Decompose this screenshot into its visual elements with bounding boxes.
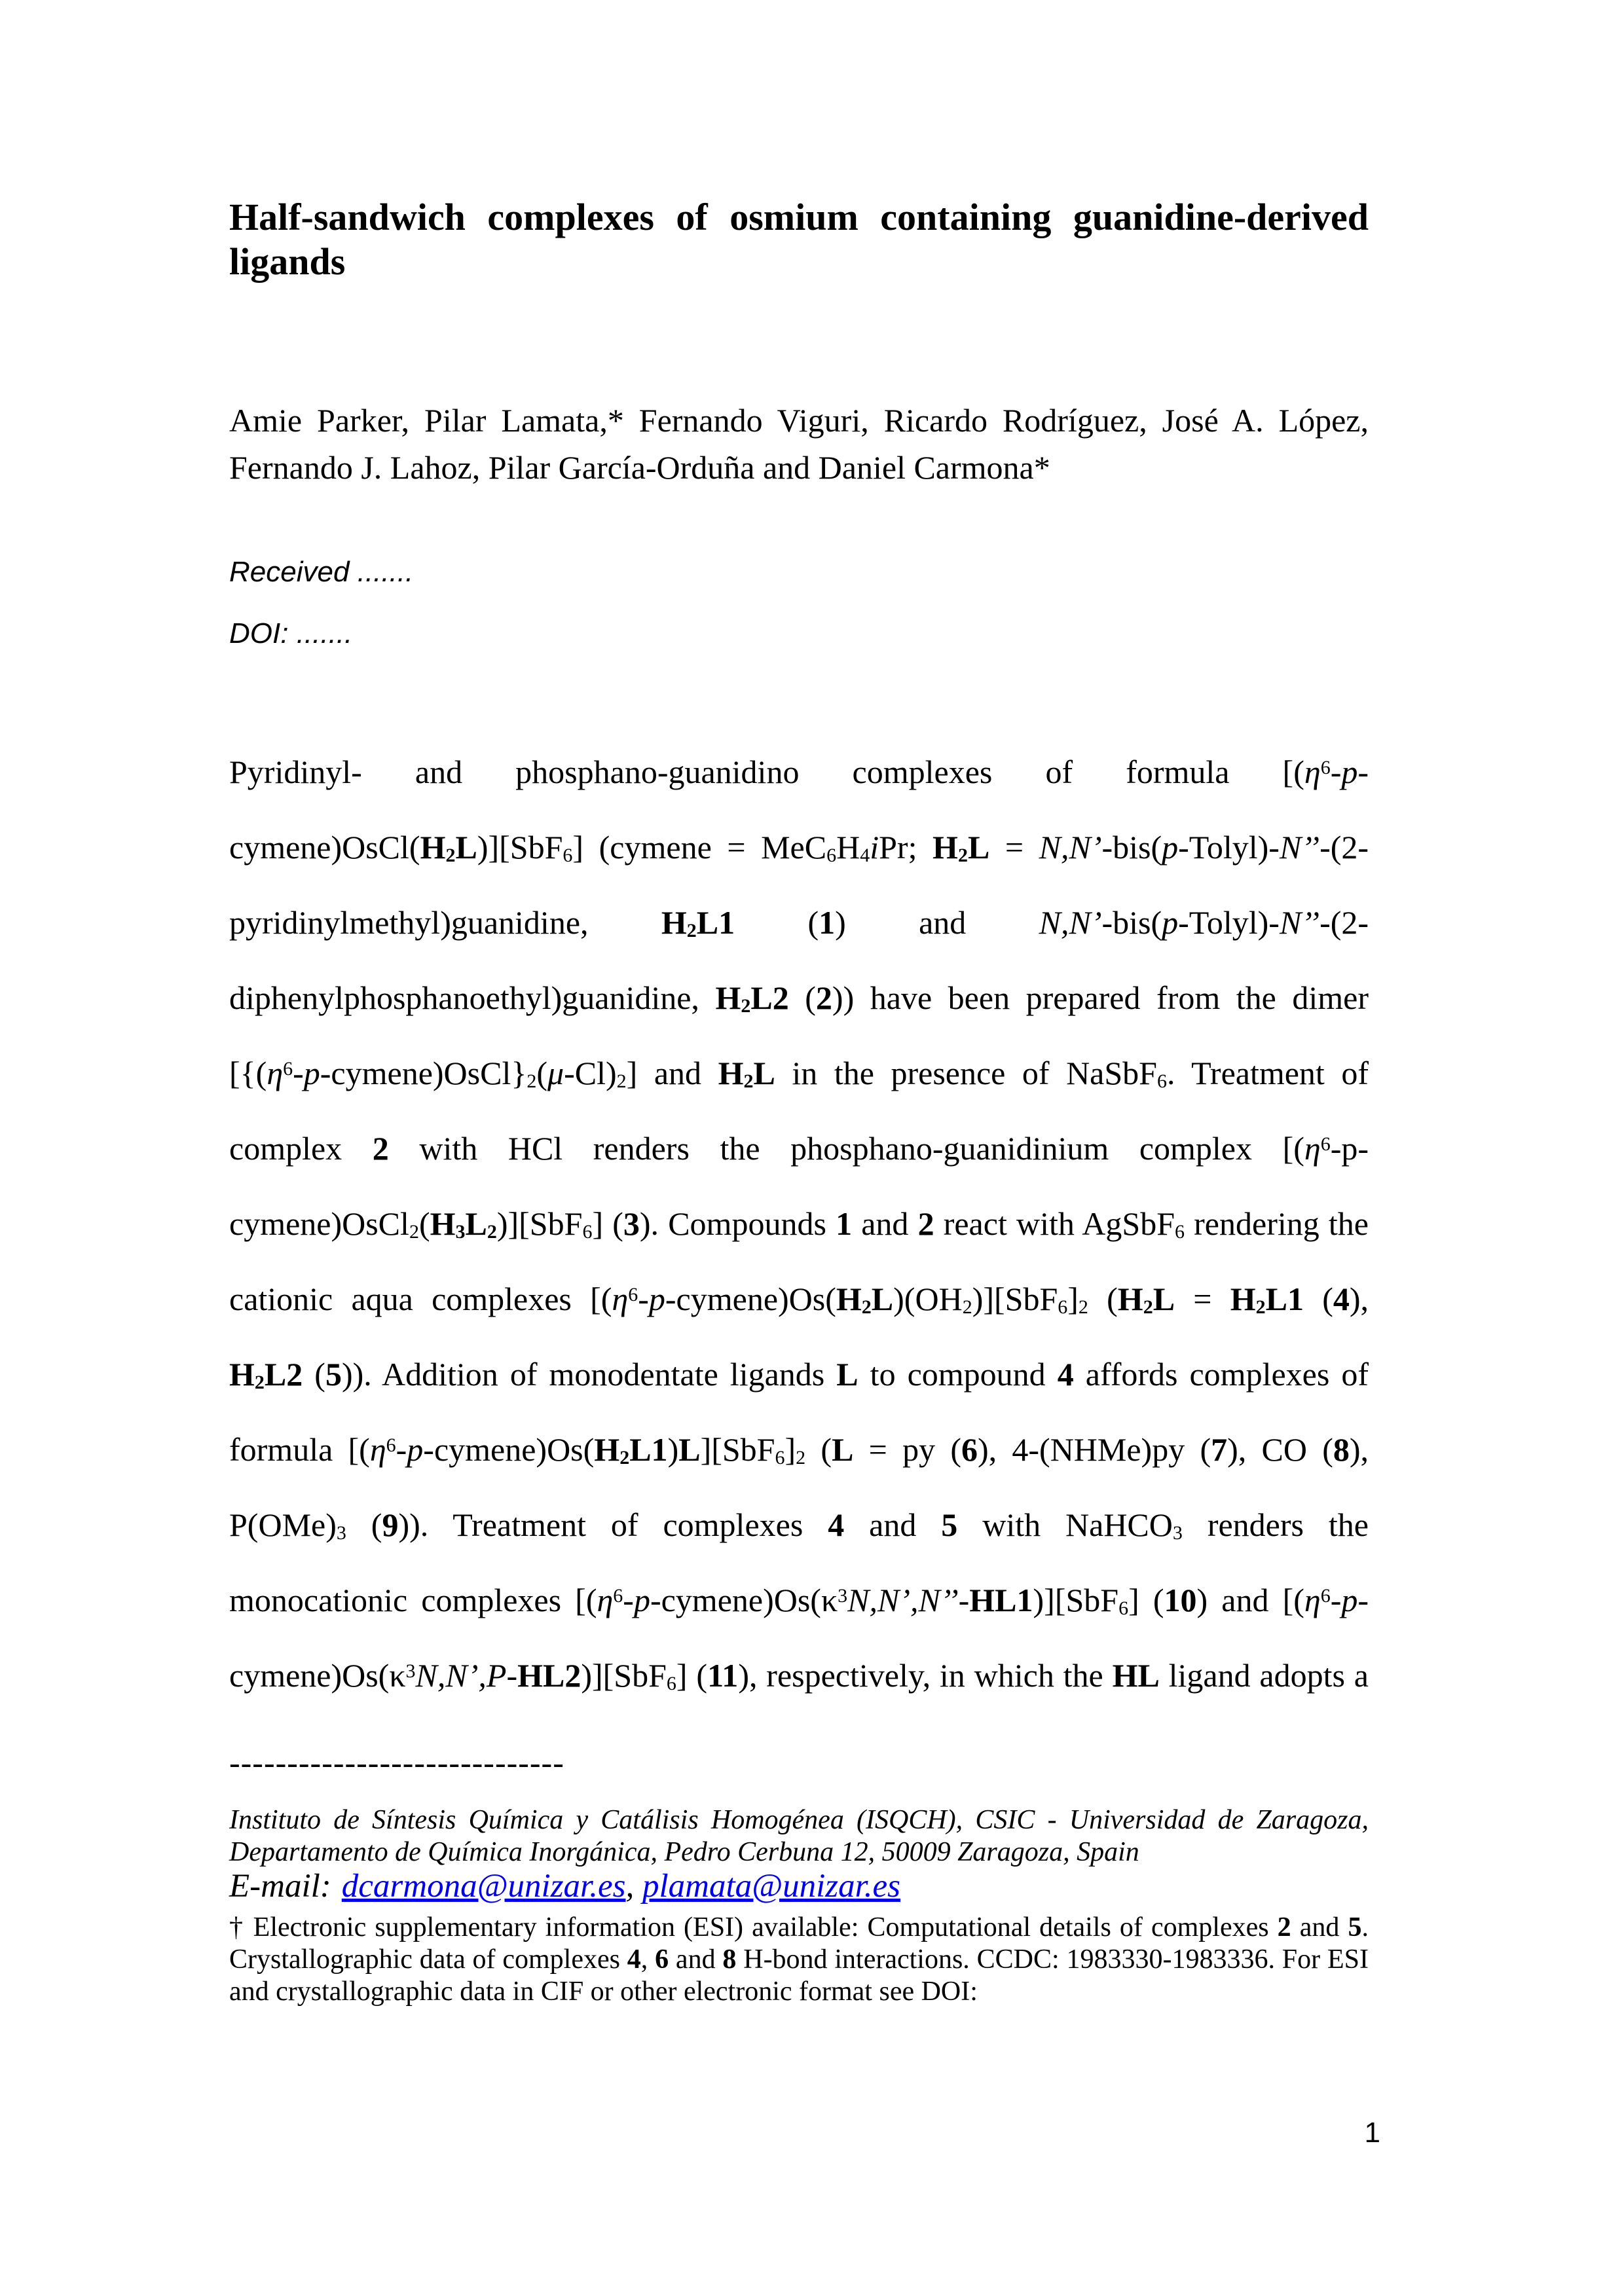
abstract-line: diphenylphosphanoethyl)guanidine, $H_2L2$ (2)) have been prepared from the dimer xyxy=(229,979,1369,1017)
received-line: Received ....... xyxy=(229,556,414,588)
abstract-line: $cymene)OsCl_2(H_3L_2)][SbF_6]$ (3). Compounds 1 and 2 react with AgSbF$_6$ rendering the xyxy=(229,1205,1369,1243)
abstract-line: pyridinylmethyl)guanidine, $H_2L1$ (1) and N,N’-bis(p-Tolyl)-N’’-(2- xyxy=(229,904,1369,942)
doi-line: DOI: ....... xyxy=(229,617,353,649)
abstract-line: $P(OMe)_3$ (9)). Treatment of complexes 4 and 5 with NaHCO$_3$ renders the xyxy=(229,1506,1369,1544)
authors-line-2: Fernando J. Lahoz, Pilar García-Orduña and Daniel Carmona* xyxy=(229,449,1050,486)
authors xyxy=(229,397,1369,491)
email-line xyxy=(229,1866,1369,1906)
esi-footnote-line-2: Crystallographic data of complexes 4, 6 and 8 H-bond interactions. CCDC: 1983330-1983336. For ESI xyxy=(229,1944,1369,1975)
abstract-line: cationic aqua complexes $[(\eta^6-p-cymene)Os(H_2L)(OH_2)][SbF_6]_2$ ($H_2L = H_2L1$ (4), xyxy=(229,1281,1369,1319)
affiliation xyxy=(229,1804,1369,1868)
email-link-plamata[interactable]: plamata@unizar.es xyxy=(642,1868,901,1904)
paper-title-line-1: Half-sandwich complexes of osmium containing guanidine-derived xyxy=(229,196,1369,238)
email-link-dcarmona[interactable]: dcarmona@unizar.es xyxy=(341,1868,626,1904)
abstract-line: $cymene)OsCl(H_2L)][SbF_6]$ (cymene = $MeC_6H_4iPr$; $H_2L$ = N,N’-bis(p-Tolyl)-N’’-(2- xyxy=(229,829,1369,867)
page-number: 1 xyxy=(1364,2117,1380,2149)
abstract xyxy=(229,735,1369,1713)
esi-footnote-line-1: † Electronic supplementary information (ESI) available: Computational details of complexes 2 and 5. xyxy=(229,1912,1369,1942)
affiliation-line-1: Instituto de Síntesis Química y Catálisis Homogénea (ISQCH), CSIC - Universidad de Zaragoza, xyxy=(229,1805,1369,1835)
abstract-line: Pyridinyl- and phosphano-guanidino complexes of formula [($\eta^6-p-$ xyxy=(229,754,1369,790)
email-separator: , xyxy=(625,1868,642,1904)
esi-footnote-line-3: and crystallographic data in CIF or other electronic format see DOI: xyxy=(229,1977,978,2007)
footnote-separator: ----------------------------- xyxy=(229,1744,564,1781)
abstract-line: formula $[(\eta^6-p-cymene)Os(H_2L1)L][SbF_6]_2$ (L = py (6), 4-(NHMe)py (7), CO (8), xyxy=(229,1431,1369,1469)
abstract-line: $H_2L2$ (5)). Addition of monodentate ligands L to compound 4 affords complexes of xyxy=(229,1356,1369,1394)
esi-footnote xyxy=(229,1912,1369,2008)
abstract-line: complex 2 with HCl renders the phosphano-guanidinium complex [($\eta^6-p-$ xyxy=(229,1130,1369,1167)
abstract-line: $[\{(\eta^6-p-cymene)OsCl\}_2(\mu-Cl)_2]$ and $H_2L$ in the presence of NaSbF$_6$. Treatment of xyxy=(229,1055,1369,1093)
authors-line-1: Amie Parker, Pilar Lamata,* Fernando Viguri, Ricardo Rodríguez, José A. López, xyxy=(229,402,1369,439)
paper-title-line-2: ligands xyxy=(229,240,346,283)
abstract-line: $cymene)Os(\kappa^3N,N’,P-HL2)][SbF_6]$ (11), respectively, in which the HL ligand adopts a xyxy=(229,1657,1369,1695)
abstract-line: monocationic complexes $[(\eta^6-p-cymene)Os(\kappa^3N,N’,N’’-HL1)][SbF_6]$ (10) and [($\eta^6-p-$ xyxy=(229,1582,1369,1620)
email-label: E-mail: xyxy=(229,1868,331,1904)
affiliation-line-2: Departamento de Química Inorgánica, Pedro Cerbuna 12, 50009 Zaragoza, Spain xyxy=(229,1837,1139,1867)
paper-title xyxy=(229,195,1369,284)
